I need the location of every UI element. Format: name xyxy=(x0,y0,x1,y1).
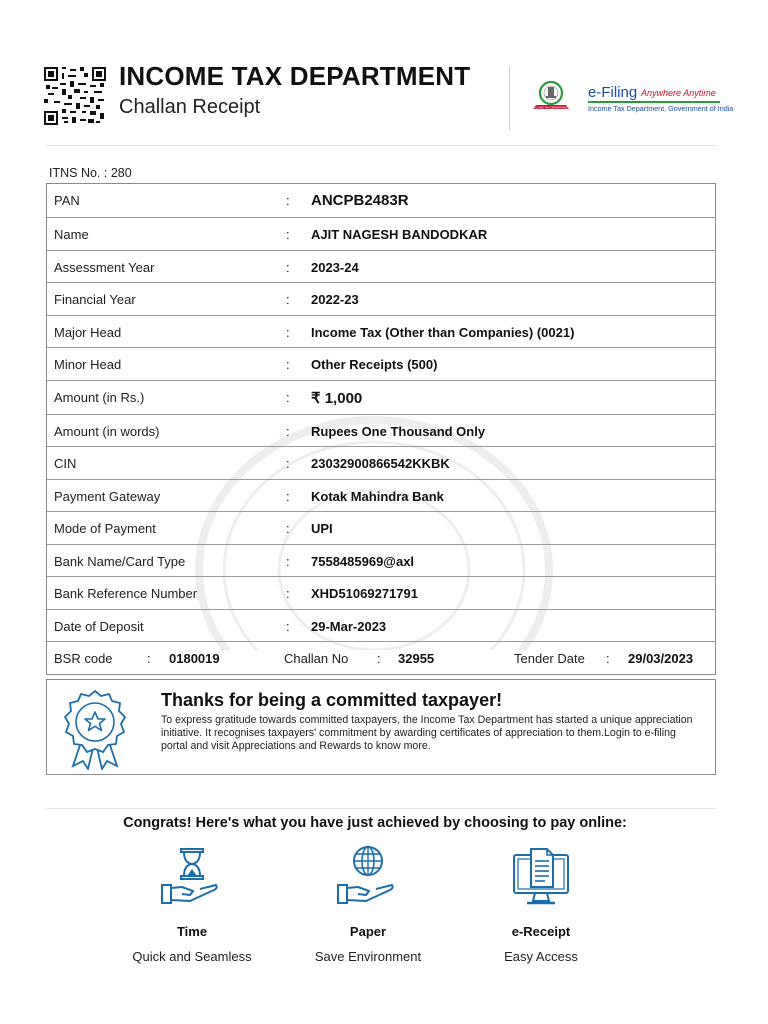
thanks-title: Thanks for being a committed taxpayer! xyxy=(161,690,503,710)
benefit-ereceipt xyxy=(461,843,621,964)
row-label: Amount (in Rs.) xyxy=(54,389,145,405)
row-label: Bank Name/Card Type xyxy=(54,553,186,569)
benefit-subtitle: Easy Access xyxy=(504,949,578,964)
row-label: Mode of Payment xyxy=(54,521,156,536)
row-payment-gateway xyxy=(47,480,715,513)
row-colon: : xyxy=(286,227,290,242)
header-divider xyxy=(509,66,510,130)
bsr-code-value: 0180019 xyxy=(169,651,220,666)
row-value: 7558485969@axl xyxy=(311,553,415,569)
row-label: CIN xyxy=(54,456,77,471)
row-date-of-deposit xyxy=(47,610,715,643)
row-value: ₹ 1,000 xyxy=(311,389,363,407)
section-separator xyxy=(46,808,716,809)
row-value: Kotak Mahindra Bank xyxy=(311,488,444,504)
benefit-subtitle: Quick and Seamless xyxy=(132,949,252,964)
row-bank-name xyxy=(47,545,715,578)
efiling-wordmark: e-Filing xyxy=(588,84,638,101)
benefit-title: Time xyxy=(176,924,208,939)
row-label: Minor Head xyxy=(54,357,122,372)
row-label: Date of Deposit xyxy=(54,618,144,634)
emblem-ribbon-text: INCOME TAX DEPARTMENT xyxy=(532,105,570,110)
row-assessment-year xyxy=(47,251,715,284)
congrats-heading: Congrats! Here's what you have just achieved by choosing to pay online: xyxy=(123,815,627,831)
qr-code xyxy=(44,67,106,125)
benefit-time xyxy=(112,843,272,964)
tender-date-value: 29/03/2023 xyxy=(628,651,694,666)
benefit-paper xyxy=(288,843,448,964)
row-colon: : xyxy=(286,292,290,307)
row-major-head xyxy=(47,316,715,349)
row-value: Income Tax (Other than Companies) (0021) xyxy=(311,324,575,340)
efiling-subtext: Income Tax Department, Government of India xyxy=(588,104,734,113)
benefit-title: Paper xyxy=(349,924,387,939)
document-subtitle: Challan Receipt xyxy=(119,96,261,118)
row-label: Major Head xyxy=(54,324,122,340)
row-colon: : xyxy=(286,357,290,372)
row-value: UPI xyxy=(311,521,333,536)
row-value: AJIT NAGESH BANDODKAR xyxy=(311,227,488,242)
row-label: Assessment Year xyxy=(54,259,155,275)
row-colon: : xyxy=(286,488,290,504)
award-badge-icon xyxy=(61,688,129,770)
bsr-code-label: BSR code xyxy=(54,651,113,666)
row-value: ANCPB2483R xyxy=(311,192,409,209)
row-value: 29-Mar-2023 xyxy=(311,618,387,634)
row-colon: : xyxy=(286,456,290,471)
row-label: Bank Reference Number xyxy=(54,586,198,601)
row-colon: : xyxy=(286,389,290,405)
benefit-subtitle: Save Environment xyxy=(314,949,422,964)
row-value: Rupees One Thousand Only xyxy=(311,423,486,439)
row-colon: : xyxy=(286,324,290,340)
row-label: PAN xyxy=(54,193,80,208)
row-amount-words xyxy=(47,415,715,448)
efiling-emblem-logo xyxy=(531,79,583,117)
challan-details-table xyxy=(46,183,716,675)
row-colon: : xyxy=(286,259,290,275)
itns-number: ITNS No. : 280 xyxy=(49,166,132,180)
row-name xyxy=(47,218,715,251)
efiling-underline xyxy=(588,101,720,103)
globe-hand-icon xyxy=(336,843,400,909)
row-value: Other Receipts (500) xyxy=(311,357,438,372)
row-label: Financial Year xyxy=(54,292,136,307)
row-cin xyxy=(47,447,715,480)
row-minor-head xyxy=(47,348,715,381)
row-mode-of-payment xyxy=(47,512,715,545)
thanks-description: To express gratitude towards committed taxpayers, the Income Tax Department has started a unique appreciation initiative. It recognises taxpayers' commitment by awarding certificates of appreciation to them.Login to e-filing portal and visit Appreciations and Rewards to know more. xyxy=(161,714,693,752)
row-pan xyxy=(47,184,715,218)
tender-date-label: Tender Date xyxy=(514,651,585,666)
row-value: 2023-24 xyxy=(311,259,359,275)
row-label: Name xyxy=(54,227,89,242)
row-value: 23032900866542KKBK xyxy=(311,456,450,471)
row-financial-year xyxy=(47,283,715,316)
bsr-colon: : xyxy=(147,651,151,666)
department-title: INCOME TAX DEPARTMENT xyxy=(119,61,471,91)
computer-receipt-icon xyxy=(509,843,573,909)
row-colon: : xyxy=(286,553,290,569)
row-colon: : xyxy=(286,618,290,634)
row-colon: : xyxy=(286,423,290,439)
challan-no-label: Challan No xyxy=(284,651,349,666)
row-colon: : xyxy=(286,193,290,208)
row-value: 2022-23 xyxy=(311,292,359,307)
row-amount xyxy=(47,381,715,415)
row-bank-reference xyxy=(47,577,715,610)
challan-colon: : xyxy=(377,651,381,666)
row-colon: : xyxy=(286,586,290,601)
tender-colon: : xyxy=(606,651,610,666)
taxpayer-appreciation-box xyxy=(46,679,716,775)
row-label: Amount (in words) xyxy=(54,423,160,439)
row-label: Payment Gateway xyxy=(54,488,161,504)
header-separator xyxy=(46,145,716,146)
row-bsr-challan-tender xyxy=(47,642,715,674)
challan-no-value: 32955 xyxy=(398,651,435,666)
hourglass-hand-icon xyxy=(160,843,224,909)
row-value: XHD51069271791 xyxy=(311,586,418,601)
benefit-title: e-Receipt xyxy=(511,924,571,939)
efiling-tagline: Anywhere Anytime xyxy=(641,88,716,98)
row-colon: : xyxy=(286,521,290,536)
